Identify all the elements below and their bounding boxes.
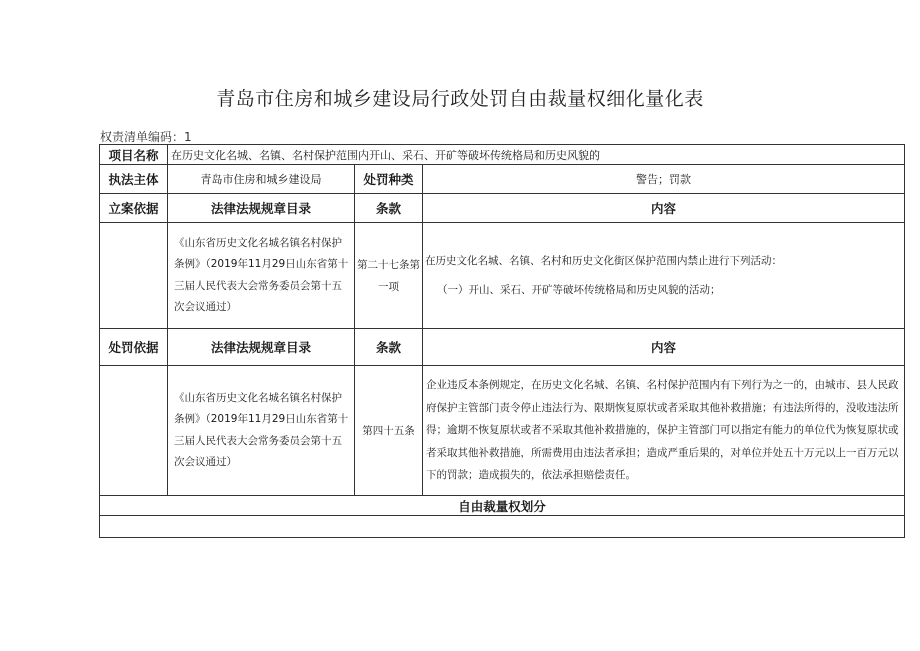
penalty-law-text: 《山东省历史文化名城名镇名村保护条例》（2019年11月29日山东省第十三届人民代表大会常务委员会第十五次会议通过） xyxy=(168,366,355,496)
discretion-empty-cell xyxy=(100,516,905,538)
basis-content-line2: （一）开山、采石、开矿等破坏传统格局和历史风貌的活动； xyxy=(437,283,721,296)
basis-clause: 第二十七条第一项 xyxy=(355,223,423,329)
basis-header-col4: 内容 xyxy=(423,194,905,223)
basis-row xyxy=(100,223,905,329)
list-code: 权责清单编码：1 xyxy=(100,130,192,144)
penalty-header-col2: 法律法规规章目录 xyxy=(168,329,355,366)
penalty-content: 企业违反本条例规定，在历史文化名城、名镇、名村保护范围内有下列行为之一的，由城市、县人民政府保护主管部门责令停止违法行为、限期恢复原状或者采取其他补救措施；有违法所得的，没收违法所得；逾期不恢复原状或者不采取其他补救措施的，保护主管部门可以指定有能力的单位代为恢复原状或者采取其他补救措施，所需费用由违法者承担；造成严重后果的，对单位并处五十万元以上一百万元以下的罚款；造成损失的，依法承担赔偿责任。 xyxy=(423,366,905,496)
penalty-header-row xyxy=(100,329,905,366)
discretion-label: 自由裁量权划分 xyxy=(100,496,905,516)
basis-header-col3: 条款 xyxy=(355,194,423,223)
item-name-label: 项目名称 xyxy=(100,145,168,165)
basis-header-row xyxy=(100,194,905,223)
penalty-header-col3: 条款 xyxy=(355,329,423,366)
penalty-row-empty xyxy=(100,366,168,496)
item-name-value: 在历史文化名城、名镇、名村保护范围内开山、采石、开矿等破坏传统格局和历史风貌的 xyxy=(168,145,905,165)
enforcer-row xyxy=(100,165,905,194)
basis-header-col1: 立案依据 xyxy=(100,194,168,223)
discretion-table xyxy=(99,144,905,538)
penalty-header-col4: 内容 xyxy=(423,329,905,366)
basis-row-empty xyxy=(100,223,168,329)
basis-header-col2: 法律法规规章目录 xyxy=(168,194,355,223)
page-title: 青岛市住房和城乡建设局行政处罚自由裁量权细化量化表 xyxy=(216,88,704,110)
enforcer-value: 青岛市住房和城乡建设局 xyxy=(168,165,355,194)
penalty-clause: 第四十五条 xyxy=(355,366,423,496)
basis-law-text: 《山东省历史文化名城名镇名村保护条例》（2019年11月29日山东省第十三届人民代表大会常务委员会第十五次会议通过） xyxy=(168,223,355,329)
item-name-row xyxy=(100,145,905,165)
enforcer-label: 执法主体 xyxy=(100,165,168,194)
penalty-row xyxy=(100,366,905,496)
penalty-type-label: 处罚种类 xyxy=(355,165,423,194)
basis-content-line1: 在历史文化名城、名镇、名村和历史文化街区保护范围内禁止进行下列活动： xyxy=(425,254,782,267)
basis-content xyxy=(423,223,905,329)
discretion-row xyxy=(100,496,905,516)
penalty-type-value: 警告；罚款 xyxy=(423,165,905,194)
discretion-empty-row xyxy=(100,516,905,538)
penalty-header-col1: 处罚依据 xyxy=(100,329,168,366)
